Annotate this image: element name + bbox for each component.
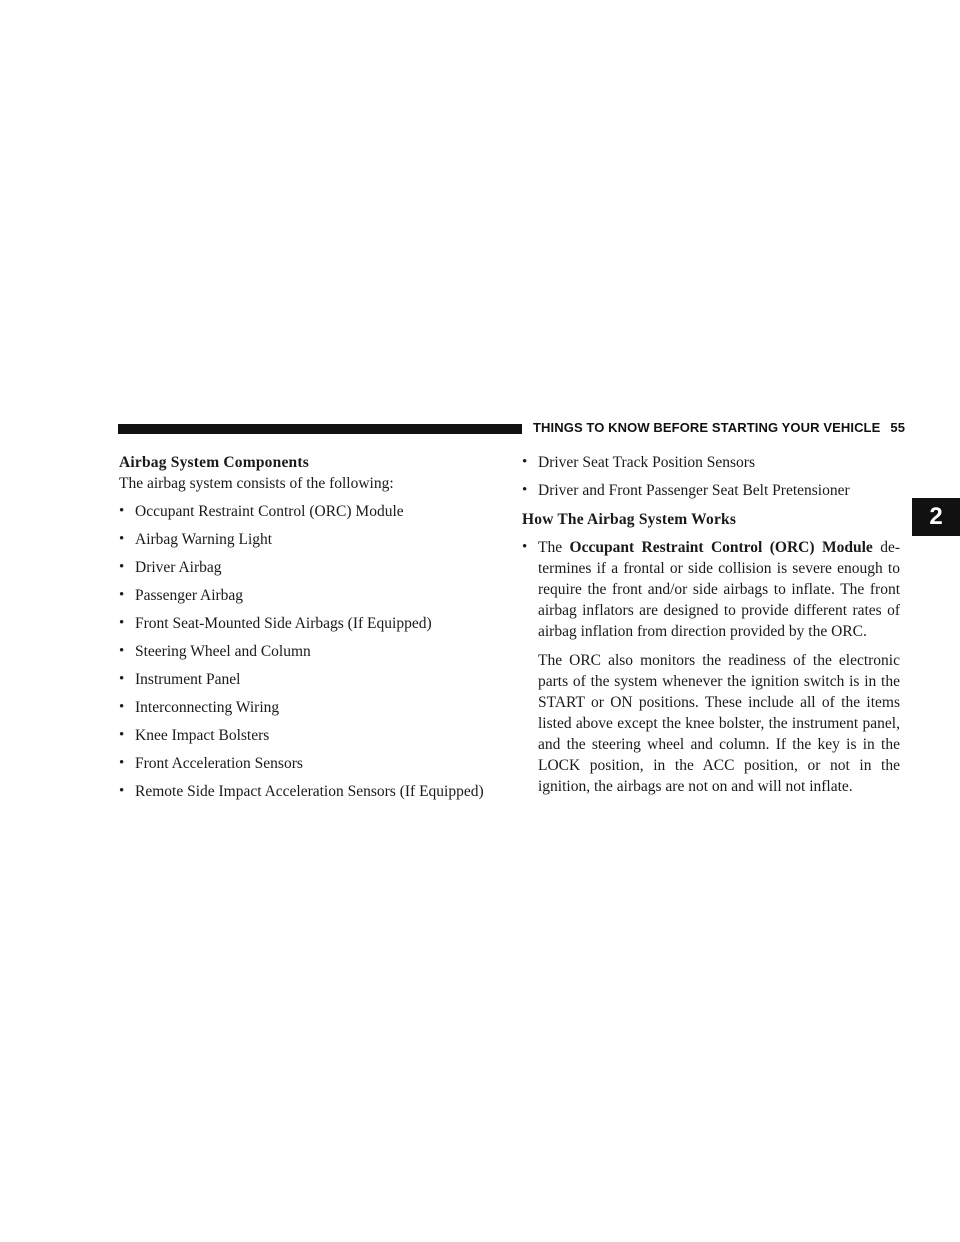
bullet-icon: •: [119, 783, 125, 799]
components-list: [119, 501, 496, 802]
orc-module-term: Occupant Restraint Control (ORC) Module: [569, 539, 873, 556]
section-heading-components: Airbag System Components: [119, 454, 309, 471]
bullet-icon: •: [522, 454, 528, 470]
list-item: • Instrument Panel: [119, 671, 241, 688]
list-item: • Remote Side Impact Acceleration Sensors (If Equipped): [119, 783, 484, 800]
bullet-icon: •: [119, 643, 125, 659]
running-head: [533, 420, 905, 435]
list-item: • Driver Airbag: [119, 559, 222, 576]
components-list-continued: [522, 452, 900, 501]
bullet-icon: •: [119, 671, 125, 687]
intro-text: The airbag system consists of the following:: [119, 475, 394, 492]
right-column: [522, 452, 900, 797]
list-item: • Front Seat-Mounted Side Airbags (If Equipped): [119, 615, 432, 632]
how-it-works-list: [522, 537, 900, 642]
list-item: • Driver Seat Track Position Sensors: [522, 454, 755, 471]
bullet-icon: •: [119, 587, 125, 603]
page-number: 55: [890, 420, 906, 435]
list-item: • Interconnecting Wiring: [119, 699, 280, 716]
section-heading-how-it-works: How The Airbag System Works: [522, 511, 737, 528]
list-item: • Knee Impact Bolsters: [119, 727, 270, 744]
chapter-tab: 2: [912, 498, 960, 536]
list-item: • Occupant Restraint Control (ORC) Module: [119, 503, 404, 520]
bullet-icon: •: [119, 531, 125, 547]
running-head-title: THINGS TO KNOW BEFORE STARTING YOUR VEHICLE: [533, 420, 881, 435]
header-rule: [118, 424, 522, 434]
bullet-icon: •: [119, 755, 125, 771]
list-item: • Airbag Warning Light: [119, 531, 273, 548]
list-item: • Passenger Airbag: [119, 587, 244, 604]
bullet-icon: •: [119, 699, 125, 715]
bullet-icon: •: [522, 539, 528, 555]
list-item: • Front Acceleration Sensors: [119, 755, 303, 772]
bullet-icon: •: [119, 503, 125, 519]
bullet-icon: •: [119, 727, 125, 743]
list-item: • Driver and Front Passenger Seat Belt Pretensioner: [522, 482, 850, 499]
bullet-icon: •: [119, 615, 125, 631]
left-column: [119, 452, 496, 809]
bullet-icon: •: [522, 482, 528, 498]
bullet-icon: •: [119, 559, 125, 575]
list-item: • The Occupant Restraint Control (ORC) Module determines if a frontal or side collision is severe enough to require the front and/or side airbags to inflate. The front airbag inflators are designed to provide different rates of airbag inflation from direction provided by the ORC.: [522, 539, 900, 640]
orc-readiness-paragraph: The ORC also monitors the readiness of the electronic parts of the system whenever the ignition switch is in the START or ON positions. These include all of the items listed above except the knee bolster, the instrument panel, and the steering wheel and column. If the key is in the LOCK position, in the ACC position, or not in the ignition, the airbags are not on and will not inflate.: [538, 652, 900, 795]
list-item: • Steering Wheel and Column: [119, 643, 311, 660]
